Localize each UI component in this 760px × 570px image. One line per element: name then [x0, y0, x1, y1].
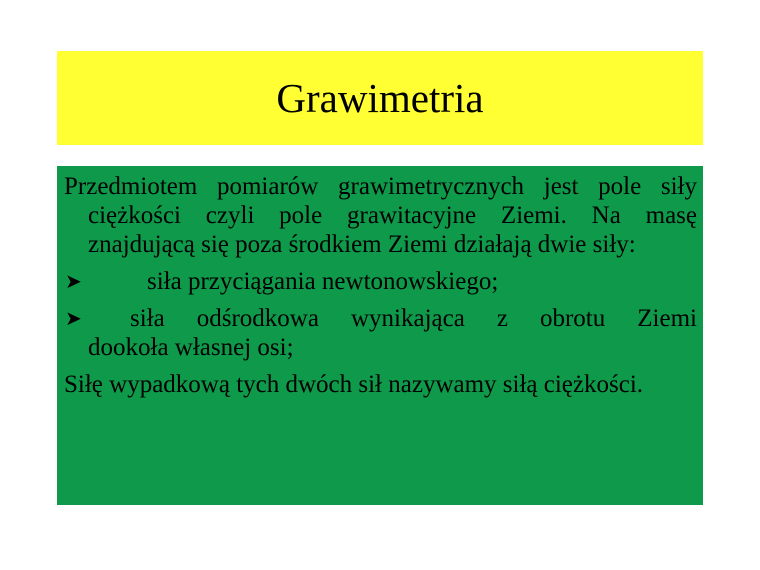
intro-paragraph: Przedmiotem pomiarów grawimetrycznych jest pole siły ciężkości czyli pole grawitacyjne Ziemi. Na masę znajdującą się poza środkiem Ziemi działają dwie siły:	[64, 173, 697, 258]
conclusion-paragraph: Siłę wypadkową tych dwóch sił nazywamy siłą ciężkości.	[64, 371, 644, 398]
bullet-text-2-line-1	[88, 304, 697, 333]
slide-title: Grawimetria	[276, 74, 484, 121]
bullet-text-2-line-2: dookoła własnej osi;	[88, 334, 294, 361]
bullet-item-1	[64, 267, 697, 296]
arrow-bullet-icon: ➤	[65, 269, 82, 293]
title-box	[57, 51, 703, 145]
bullet-text-1: siła przyciągania newtonowskiego;	[147, 268, 499, 295]
arrow-bullet-icon: ➤	[65, 306, 82, 330]
bullet-item-2	[64, 304, 697, 362]
bullet-text-2-part-1: siła odśrodkowa wynikająca z obrotu Ziemi	[130, 305, 697, 332]
content-box	[57, 166, 703, 505]
